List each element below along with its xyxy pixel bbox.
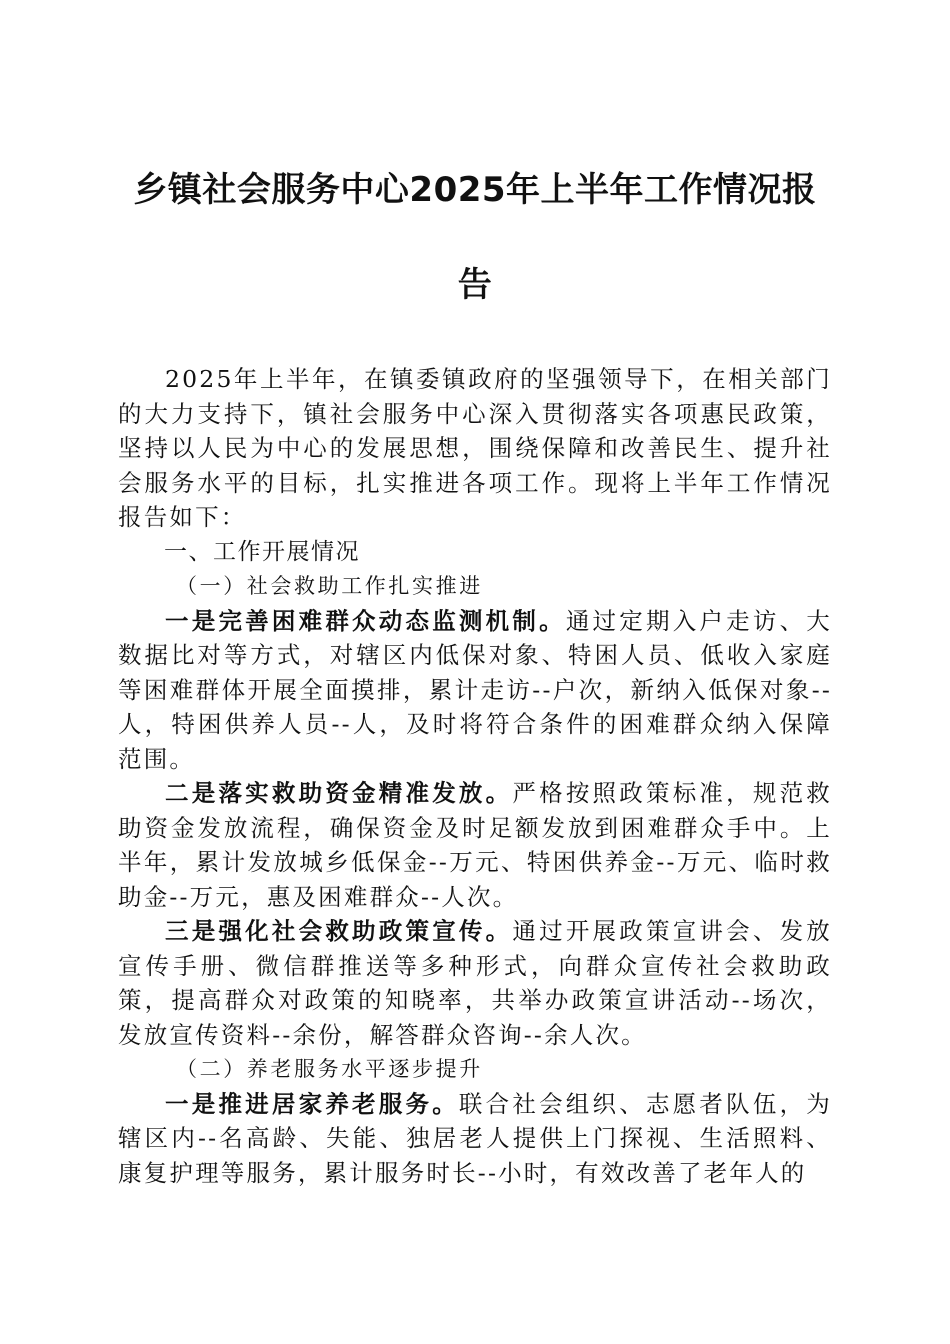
paragraph-lead: 一是推进居家养老服务。: [165, 1089, 459, 1118]
paragraph-lead: 三是强化社会救助政策宣传。: [165, 917, 513, 945]
paragraph-funds: [118, 776, 832, 914]
subsection-heading-2: （二）养老服务水平逐步提升: [176, 1057, 483, 1081]
paragraph-home-care: [118, 1087, 832, 1191]
document-body: [118, 362, 832, 1190]
title-line-2: 告: [457, 265, 493, 305]
intro-paragraph: 2025年上半年，在镇委镇政府的坚强领导下，在相关部门的大力支持下，镇社会服务中心深入贯彻落实各项惠民政策，坚持以人民为中心的发展思想，围绕保障和改善民生、提升社会服务水平的目标，扎实推进各项工作。现将上半年工作情况报告如下：: [118, 365, 832, 531]
section-heading-1: 一、工作开展情况: [164, 538, 360, 565]
paragraph-publicity: [118, 914, 832, 1052]
paragraph-lead: 二是落实救助资金精准发放。: [165, 779, 513, 807]
subsection-heading-1: （一）社会救助工作扎实推进: [176, 574, 483, 598]
paragraph-monitoring: [118, 604, 832, 777]
paragraph-text: 联合社会组织、志愿者队伍，为辖区内--名高龄、失能、独居老人提供上门探视、生活照料、康复护理等服务，累计服务时长--小时，有效改善了老年人的: [118, 1089, 832, 1187]
paragraph-text: 严格按照政策标准，规范救助资金发放流程，确保资金及时足额发放到困难群众手中。上半年，累计发放城乡低保金--万元、特困供养金--万元、临时救助金--万元，惠及困难群众--人次。: [118, 779, 832, 911]
paragraph-lead: 一是完善困难群众动态监测机制。: [165, 606, 566, 635]
document-title: [118, 164, 832, 311]
paragraph-text: 通过开展政策宣讲会、发放宣传手册、微信群推送等多种形式，向群众宣传社会救助政策，提高群众对政策的知晓率，共举办政策宣讲活动--场次，发放宣传资料--余份，解答群众咨询--余人次。: [118, 917, 832, 1049]
paragraph-text: 通过定期入户走访、大数据比对等方式，对辖区内低保对象、特困人员、低收入家庭等困难群体开展全面摸排，累计走访--户次，新纳入低保对象--人，特困供养人员--人，及时将符合条件的困难群众纳入保障范围。: [118, 606, 832, 773]
title-line-1: 乡镇社会服务中心2025年上半年工作情况报: [133, 170, 817, 210]
